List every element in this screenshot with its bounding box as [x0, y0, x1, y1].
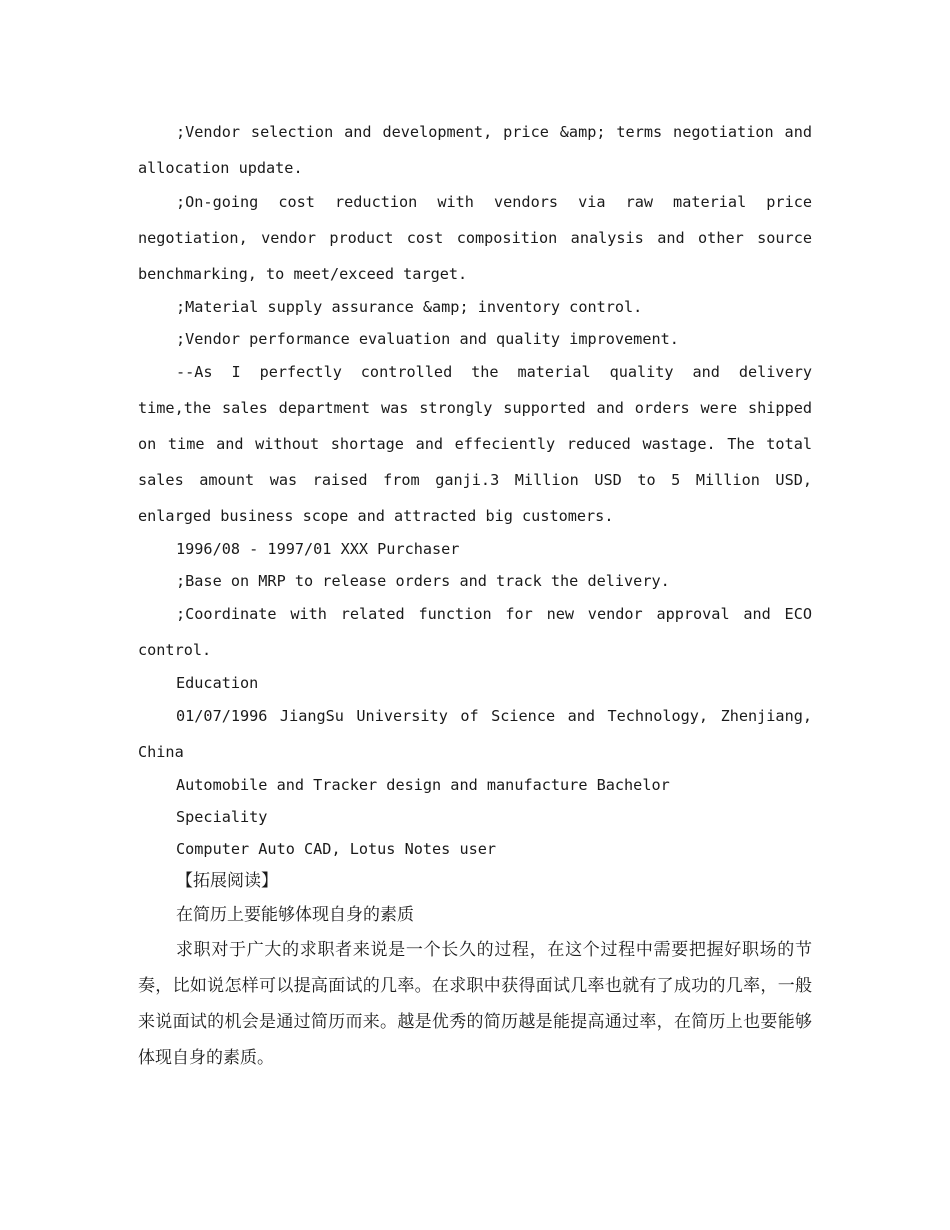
- section-heading-education: Education: [176, 674, 259, 692]
- paragraph-vendor-performance: ;Vendor performance evaluation and quality improvement.: [176, 330, 679, 348]
- paragraph-cost-reduction: ;On-going cost reduction with vendors via raw material price negotiation, vendor product cost composition analysis and other source benchmarking, to meet/exceed target.: [138, 193, 812, 283]
- section-heading-speciality: Speciality: [176, 808, 268, 826]
- article-body: 求职对于广大的求职者来说是一个长久的过程，在这个过程中需要把握好职场的节奏，比如说怎样可以提高面试的几率。在求职中获得面试几率也就有了成功的几率，一般来说面试的机会是通过简历而来。越是优秀的简历越是能提高通过率，在简历上也要能够体现自身的素质。: [138, 940, 812, 1068]
- paragraph-mrp-orders: ;Base on MRP to release orders and track the delivery.: [176, 572, 670, 590]
- education-university: 01/07/1996 JiangSu University of Science and Technology, Zhenjiang, China: [138, 707, 812, 761]
- paragraph-vendor-selection: ;Vendor selection and development, price &amp; terms negotiation and allocation update.: [138, 123, 812, 177]
- document-page: [138, 114, 812, 1076]
- education-degree: Automobile and Tracker design and manufacture Bachelor: [176, 776, 670, 794]
- paragraph-coordinate-eco: ;Coordinate with related function for new vendor approval and ECO control.: [138, 605, 812, 659]
- paragraph-achievement: --As I perfectly controlled the material quality and delivery time,the sales department was strongly supported and orders were shipped on time and without shortage and effeciently reduced wastage. The total sales amount was raised from ganji.3 Million USD to 5 Million USD, enlarged business scope and attracted big customers.: [138, 363, 812, 525]
- extended-reading-heading: 【拓展阅读】: [176, 871, 278, 891]
- paragraph-supply-assurance: ;Material supply assurance &amp; inventory control.: [176, 298, 643, 316]
- speciality-skills: Computer Auto CAD, Lotus Notes user: [176, 840, 497, 858]
- article-title: 在简历上要能够体现自身的素质: [176, 905, 414, 925]
- job-heading-purchaser: 1996/08 - 1997/01 XXX Purchaser: [176, 540, 460, 558]
